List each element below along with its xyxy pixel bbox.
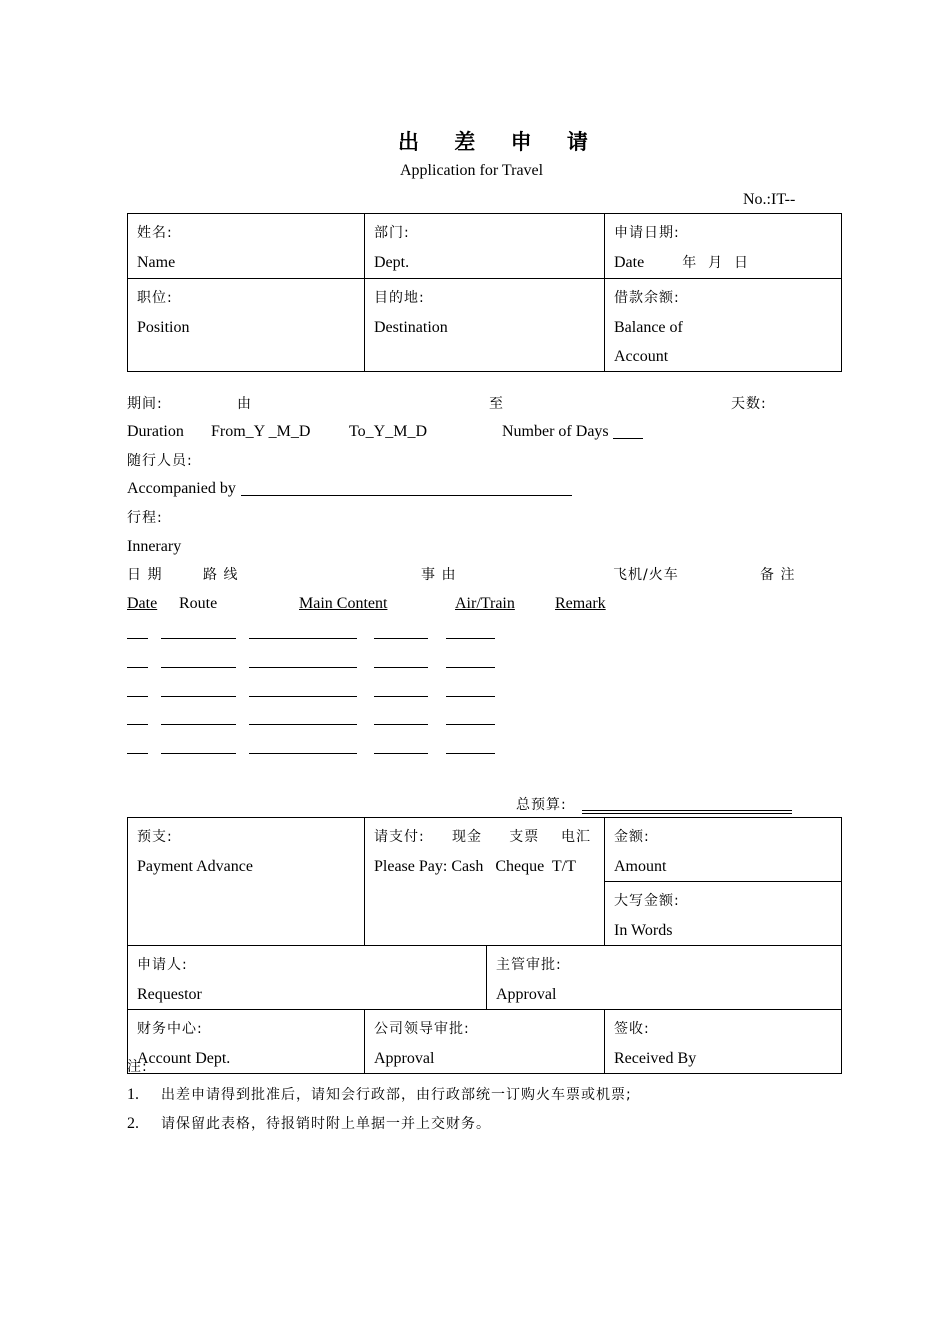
note-2-text: 请保留此表格，待报销时附上单据一并上交财务。 [161,1116,491,1132]
destination-label-cn: 目的地: [374,290,425,306]
doc-number: No.:IT-- [743,191,796,208]
col-remark-cn: 备 注 [760,567,796,583]
amount-label-en: Amount [614,858,667,875]
itinerary-row-4-content-line[interactable] [249,724,357,725]
accompanied-label-cn: 随行人员: [127,453,193,469]
itinerary-row-3-date-line[interactable] [127,696,148,697]
requestor-label-en: Requestor [137,986,202,1003]
approval-cell[interactable] [487,946,842,1010]
itinerary-row-1-date-line[interactable] [127,638,148,639]
leader-approval-cell[interactable] [365,1010,605,1074]
budget-label: 总预算: [516,797,567,813]
requestor-label-cn: 申请人: [137,957,188,973]
days-input-line[interactable] [613,438,643,439]
pay-method-cn: 请支付: 现金 支票 电汇 [374,829,592,845]
balance-label-en-1: Balance of [614,319,683,336]
accompanied-input-line[interactable] [241,495,572,496]
itinerary-row-5-route-line[interactable] [161,753,236,754]
received-cell[interactable] [605,1010,842,1074]
note-1-number: 1. [127,1086,139,1103]
col-route-en: Route [179,595,218,612]
dept-cell[interactable] [365,214,605,279]
dept-label-cn: 部门: [374,225,410,241]
itinerary-row-5-date-line[interactable] [127,753,148,754]
col-date-cn: 日 期 [127,567,163,583]
pay-method-en: Please Pay: Cash Cheque T/T [374,858,576,875]
received-label-cn: 签收: [614,1021,650,1037]
leader-label-cn: 公司领导审批: [374,1021,470,1037]
duration-label-en: Duration [127,423,184,440]
account-dept-cell[interactable] [128,1010,365,1074]
itinerary-row-5-transport-line[interactable] [374,753,428,754]
to-label-cn: 至 [489,396,504,412]
itinerary-row-1-content-line[interactable] [249,638,357,639]
page-subtitle: Application for Travel [400,162,544,179]
pay-method-cell[interactable] [365,818,605,946]
itinerary-row-2-remark-line[interactable] [446,667,495,668]
date-cell[interactable] [605,214,842,279]
approval-label-en: Approval [496,986,557,1003]
leader-label-en: Approval [374,1050,435,1067]
payment-table [127,817,842,1074]
itinerary-label-cn: 行程: [127,510,163,526]
from-field[interactable]: From_Y _M_D [211,423,311,440]
destination-label-en: Destination [374,319,448,336]
itinerary-row-4-date-line[interactable] [127,724,148,725]
itinerary-label-en: Innerary [127,538,182,555]
dept-label-en: Dept. [374,254,410,271]
name-label-en: Name [137,254,176,271]
itinerary-row-3-route-line[interactable] [161,696,236,697]
words-cell[interactable] [605,882,842,946]
name-label-cn: 姓名: [137,225,173,241]
itinerary-row-1-route-line[interactable] [161,638,236,639]
balance-label-cn: 借款余额: [614,290,680,306]
position-label-en: Position [137,319,190,336]
amount-label-cn: 金额: [614,829,650,845]
itinerary-row-2-date-line[interactable] [127,667,148,668]
col-transport-en: Air/Train [455,595,515,612]
date-label-en: Date [614,254,645,271]
note-1-text: 出差申请得到批准后，请知会行政部，由行政部统一订购火车票或机票; [161,1087,632,1103]
balance-cell[interactable] [605,279,842,372]
approval-label-cn: 主管审批: [496,957,562,973]
itinerary-row-5-remark-line[interactable] [446,753,495,754]
duration-label-cn: 期间: [127,396,163,412]
itinerary-row-4-transport-line[interactable] [374,724,428,725]
name-cell[interactable] [128,214,365,279]
itinerary-row-3-remark-line[interactable] [446,696,495,697]
position-cell[interactable] [128,279,365,372]
note-2-number: 2. [127,1115,139,1132]
itinerary-row-4-remark-line[interactable] [446,724,495,725]
page-title: 出 差 申 请 [398,130,602,154]
col-content-cn: 事 由 [421,567,457,583]
account-label-en: Account Dept. [137,1050,231,1067]
words-label-cn: 大写金额: [614,893,680,909]
advance-label-en: Payment Advance [137,858,253,875]
col-remark-en: Remark [555,595,606,612]
itinerary-row-2-route-line[interactable] [161,667,236,668]
advance-cell[interactable] [128,818,365,946]
date-ymd: 年 月 日 [682,255,750,271]
itinerary-row-5-content-line[interactable] [249,753,357,754]
itinerary-row-4-route-line[interactable] [161,724,236,725]
words-label-en: In Words [614,922,673,939]
received-label-en: Received By [614,1050,697,1067]
col-content-en: Main Content [299,595,388,612]
applicant-info-table [127,213,842,372]
accompanied-label-en: Accompanied by [127,480,236,497]
col-date-en: Date [127,595,158,612]
from-label-cn: 由 [237,396,252,412]
col-transport-cn: 飞机/火车 [613,567,679,583]
itinerary-row-3-content-line[interactable] [249,696,357,697]
date-label-cn: 申请日期: [614,225,680,241]
advance-label-cn: 预支: [137,829,173,845]
itinerary-row-1-remark-line[interactable] [446,638,495,639]
itinerary-row-3-transport-line[interactable] [374,696,428,697]
destination-cell[interactable] [365,279,605,372]
notes-label: 注: [127,1059,148,1075]
col-route-cn: 路 线 [203,567,239,583]
to-field[interactable]: To_Y_M_D [349,423,427,440]
requestor-cell[interactable] [128,946,487,1010]
days-label-en: Number of Days [502,423,609,440]
position-label-cn: 职位: [137,290,173,306]
days-label-cn: 天数: [731,396,767,412]
itinerary-row-2-content-line[interactable] [249,667,357,668]
itinerary-row-1-transport-line[interactable] [374,638,428,639]
account-label-cn: 财务中心: [137,1021,203,1037]
budget-input-line[interactable] [582,810,792,811]
budget-input-line-double [582,813,792,814]
balance-label-en-2: Account [614,348,669,365]
itinerary-row-2-transport-line[interactable] [374,667,428,668]
amount-cell[interactable] [605,818,842,882]
